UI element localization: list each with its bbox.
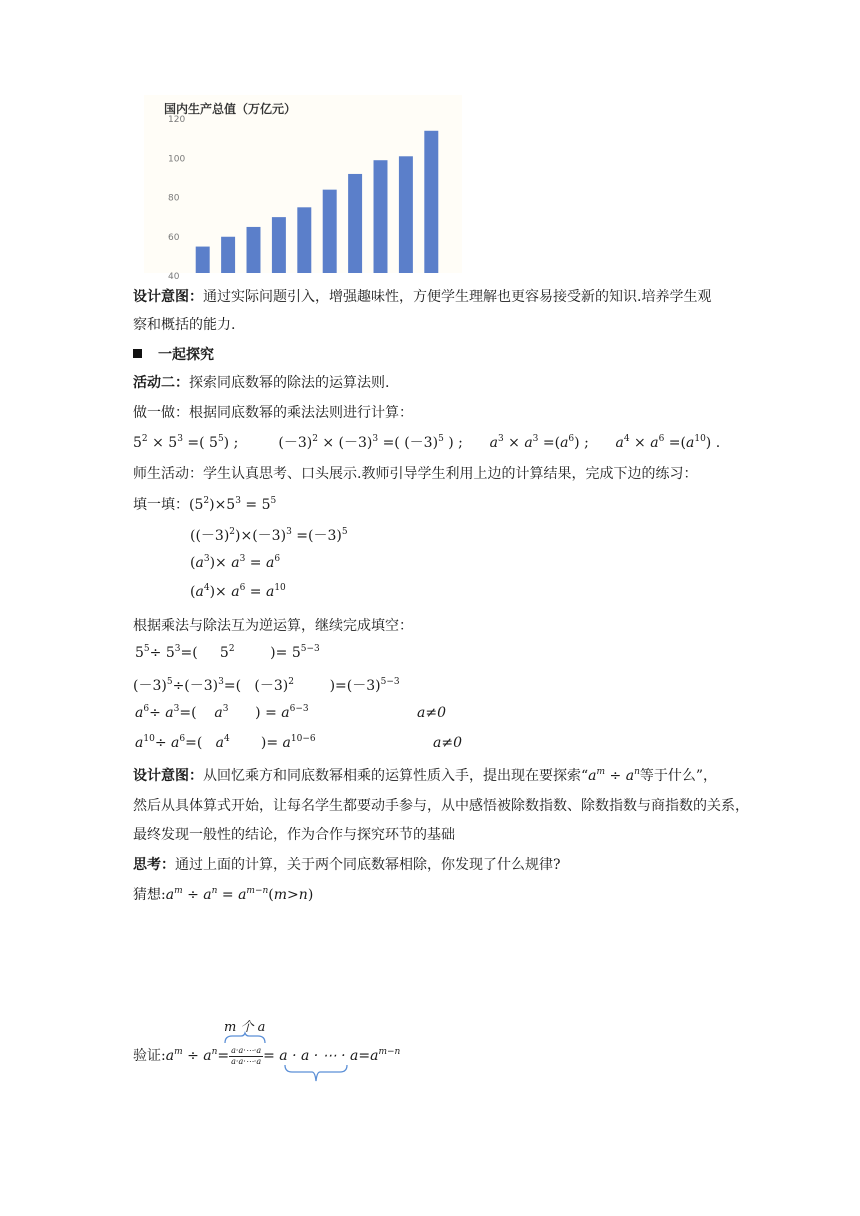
- multiplication-line: $5^2 \times 5^3$ =( $5^5$) ; $(-3)^2 \times (-3)^3$ =( $(-3)^5$ ) ; $a^3 \times a^3 =(a^6)$ ; $a^4 \times a^6 =(a^{10})$ .: [133, 434, 721, 451]
- gdp-bar-chart: [144, 95, 462, 282]
- product-expression: = a · a · ⋯ · a: [263, 1048, 359, 1064]
- result-eq: =a: [358, 1048, 379, 1064]
- try-it-text: 做一做：根据同底数幂的乘法法则进行计算：: [133, 405, 413, 421]
- fill-in-line-2: $((-3)^2)\times(-3)^3 =(-3)^5$: [190, 527, 348, 544]
- fill-in-line-1: 填一填：$(5^2)\times 5^3 = 5^5$: [133, 496, 277, 513]
- chart-bar: [297, 207, 311, 273]
- think-label: 思考：: [133, 857, 175, 873]
- y-tick-label: 100: [168, 154, 186, 165]
- verify-line: 验证$:a^m \div a^n=$ $\frac{a\cdot a\cdot\cdots\cdot a}{a\cdot a\cdot\cdots\cdot a}$ = a · a · ⋯ · $a=a^{m-n}$: [133, 1045, 401, 1066]
- chart-bar: [196, 247, 210, 273]
- square-bullet-icon: [133, 349, 142, 358]
- chart-bar: [399, 156, 413, 273]
- teacher-student-activity: 师生活动：学生认真思考、口头展示.教师引导学生利用上边的计算结果，完成下边的练习：: [133, 466, 698, 482]
- chart-bar: [221, 237, 235, 273]
- chart-bar: [374, 160, 388, 273]
- design-intent-text: 通过实际问题引入，增强趣味性，方便学生理解也更容易接受新的知识.培养学生观: [203, 289, 712, 305]
- design-intent-2-line2: 然后从具体算式开始，让每名学生都要动手参与，从中感悟被除数指数、除数指数与商指数的关系，: [133, 798, 749, 814]
- design-intent-2-text-a: 从回忆乘方和同底数幂相乘的运算性质入手，提出现在要探索“: [203, 768, 589, 784]
- design-intent-1-line2: 察和概括的能力.: [133, 317, 236, 333]
- chart-bar: [323, 190, 337, 273]
- inverse-operation-text: 根据乘法与除法互为逆运算，继续完成填空：: [133, 618, 413, 634]
- guess-line: 猜想$:a^m \div a^n = a^{m-n}(m>n)$: [133, 886, 314, 903]
- fill-in-line-3: $(a^3)\times a^3 = a^6$: [190, 554, 281, 571]
- think-line: [133, 854, 561, 874]
- section-heading: [133, 344, 214, 364]
- fraction-numerator: a·a·⋯·a: [231, 1045, 262, 1055]
- m-count-label: m 个 a: [224, 1020, 266, 1035]
- activity-2: [133, 372, 389, 392]
- design-intent-1-line1: [133, 286, 711, 306]
- chart-bar: [272, 217, 286, 273]
- design-intent-2-label: 设计意图：: [133, 768, 203, 784]
- section-heading-text: 一起探究: [158, 347, 214, 363]
- activity-2-text: 探索同底数幂的除法的运算法则.: [189, 375, 390, 391]
- condition-2: a≠0: [433, 735, 462, 751]
- chart-bar: [424, 131, 438, 273]
- chart-svg: [144, 95, 462, 282]
- guess-label: 猜想:: [133, 887, 166, 903]
- y-tick-label: 40: [168, 272, 180, 282]
- chart-title: 国内生产总值（万亿元）: [164, 102, 297, 116]
- verify-label: 验证:: [133, 1048, 166, 1064]
- chart-bar: [247, 227, 261, 273]
- think-text: 通过上面的计算，关于两个同底数幂相除，你发现了什么规律?: [175, 857, 561, 873]
- y-tick-label: 60: [168, 232, 180, 243]
- design-intent-2-text-b: 等于什么”，: [639, 768, 718, 784]
- chart-bar: [348, 174, 362, 273]
- condition-1: a≠0: [417, 705, 446, 721]
- y-tick-label: 80: [168, 193, 180, 204]
- division-line-1: $5^5\div 5^3=$( $5^2$ )= $5^{5-3}$: [135, 644, 320, 661]
- division-line-4: $a^{10}\div a^6=$( $a^4$ )= $a^{10-6}$: [135, 734, 316, 751]
- design-intent-2-line1: 设计意图：从回忆乘方和同底数幂相乘的运算性质入手，提出现在要探索“$a^m \div a^n$等于什么”，: [133, 767, 718, 784]
- fraction: [229, 1046, 263, 1067]
- activity-2-label: 活动二：: [133, 375, 189, 391]
- fill-label: 填一填：: [133, 497, 189, 513]
- bottom-brace-icon: [284, 1064, 348, 1082]
- fraction-denominator: a·a·⋯·a: [231, 1056, 262, 1066]
- division-line-3: $a^6\div a^3=$( $a^3$ ) = $a^{6-3}$: [135, 704, 309, 721]
- division-line-2: $(-3)^5\div(-3)^3=$( $(-3)^2$ )$=(-3)^{5-3}$: [133, 677, 400, 694]
- design-intent-label: 设计意图：: [133, 289, 203, 305]
- top-brace-icon: [224, 1032, 266, 1044]
- y-tick-label: 120: [168, 115, 186, 125]
- fill-in-line-4: $(a^4)\times a^6 = a^{10}$: [190, 583, 286, 600]
- design-intent-2-line3: 最终发现一般性的结论，作为合作与探究环节的基础: [133, 827, 455, 843]
